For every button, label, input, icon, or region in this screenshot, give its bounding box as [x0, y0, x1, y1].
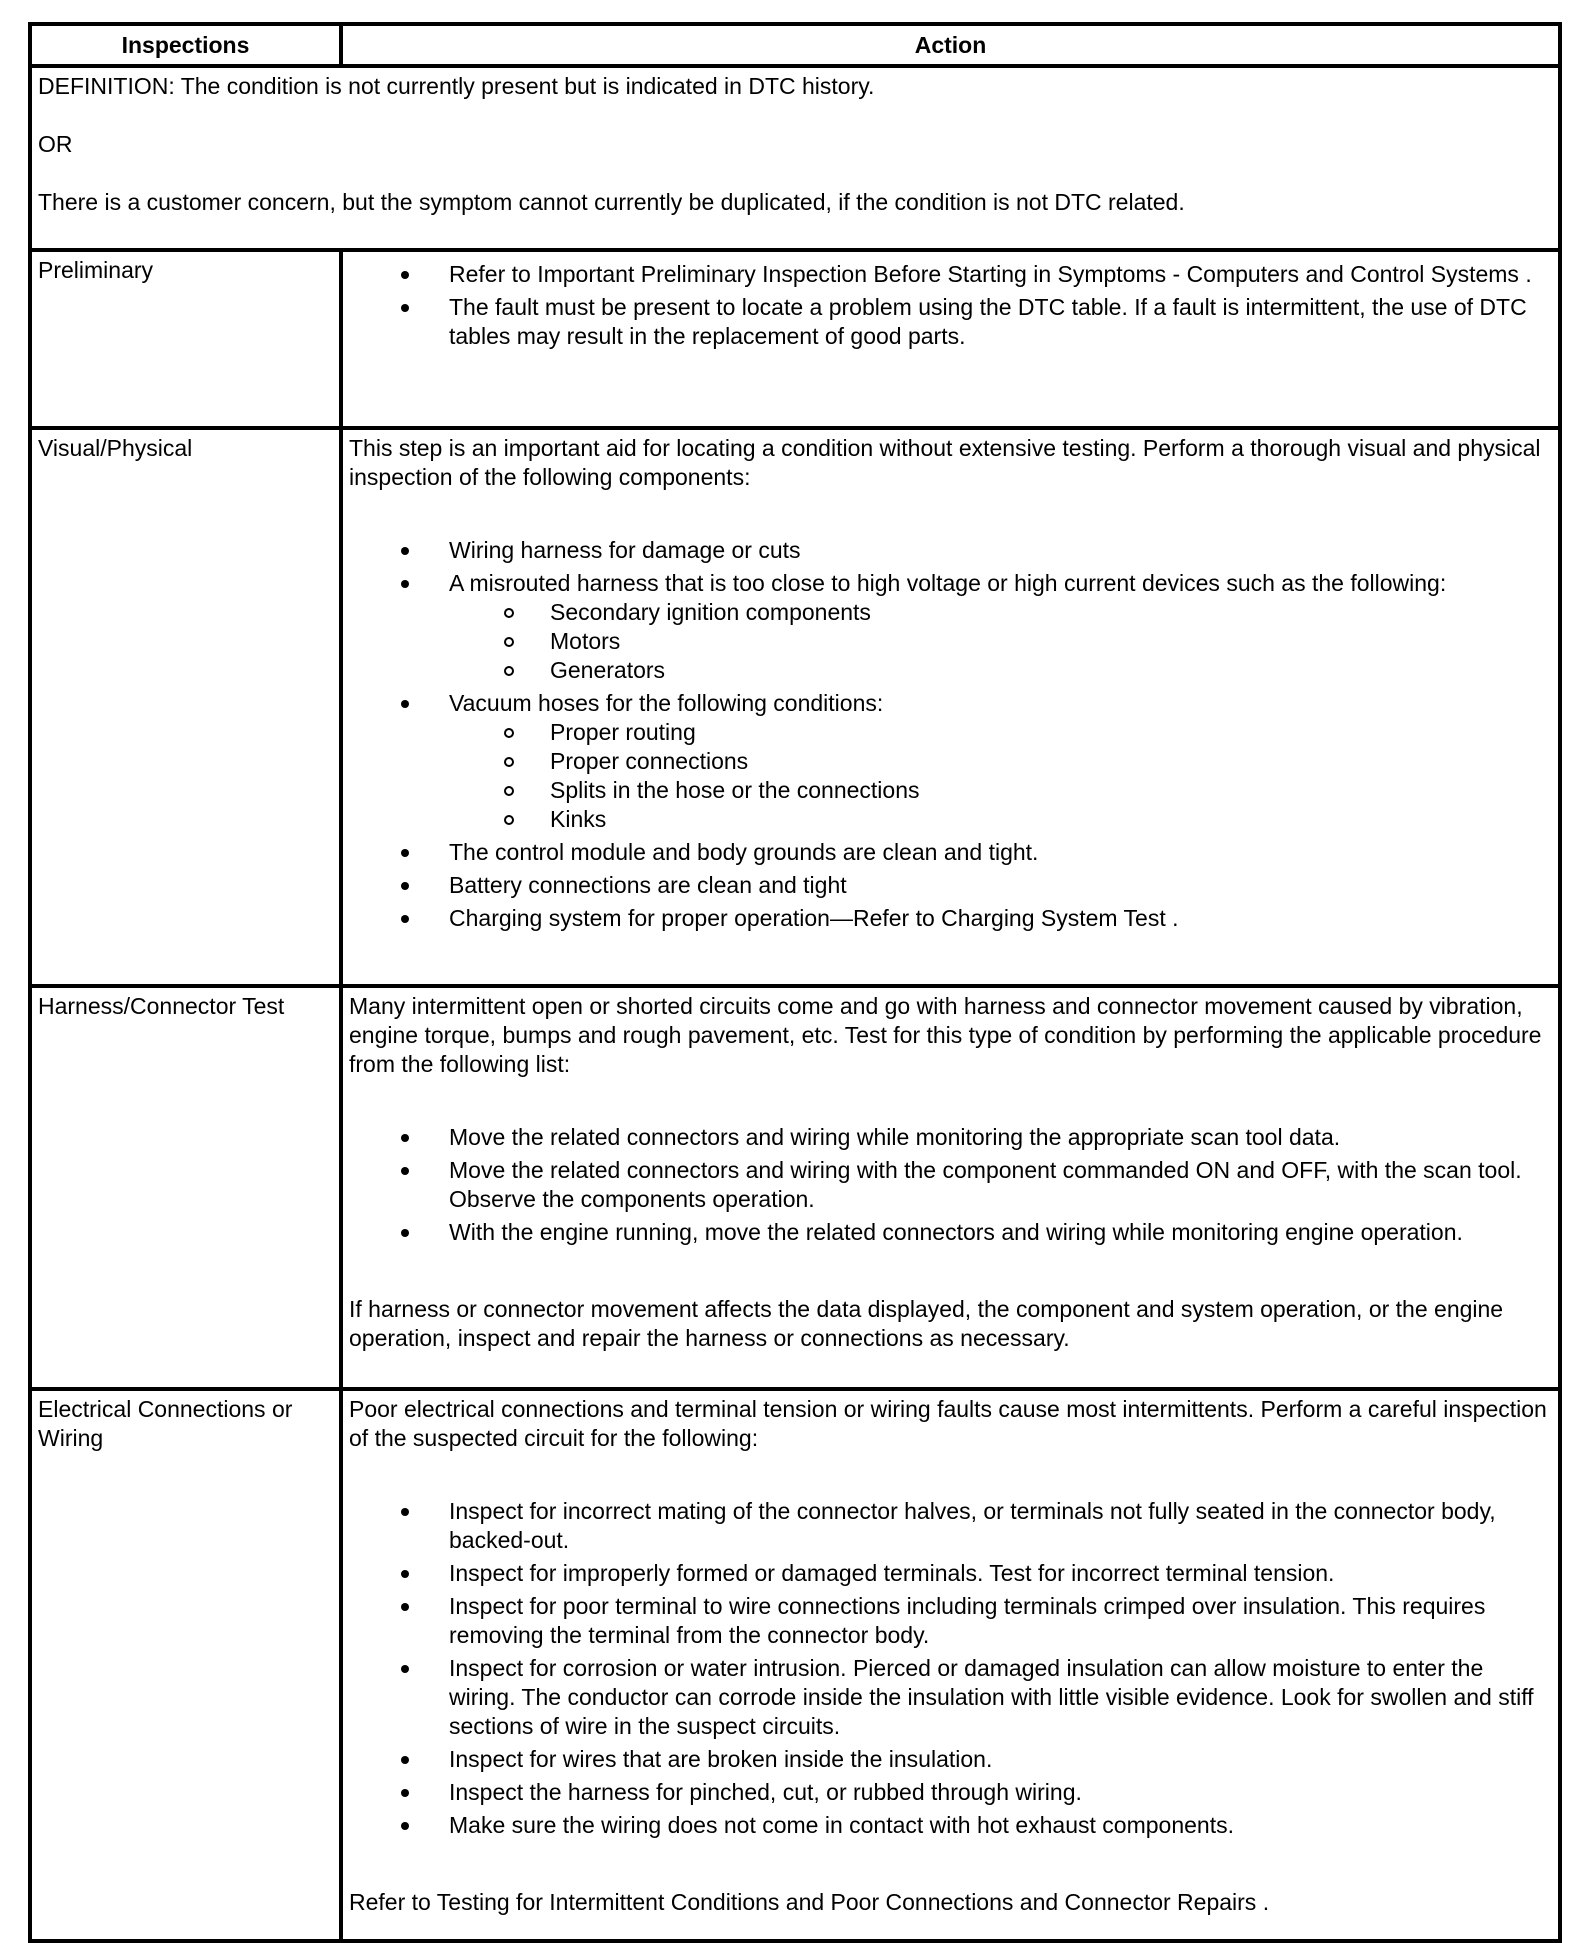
table-row-electrical-connections: [30, 1389, 1560, 1941]
action-cell-visual-physical: [341, 428, 1560, 986]
list-item: Battery connections are clean and tight: [349, 871, 1550, 900]
table-row-visual-physical: [30, 428, 1560, 986]
list-item: [349, 689, 1550, 834]
list-item: Move the related connectors and wiring while monitoring the appropriate scan tool data.: [349, 1123, 1550, 1152]
harness-outro: If harness or connector movement affects the data displayed, the component and system operation, or the engine operation, inspect and repair the harness or connections as necessary.: [349, 1296, 1504, 1351]
definition-cell: [30, 66, 1560, 250]
list-item: Refer to Important Preliminary Inspection Before Starting in Symptoms - Computers and Control Systems .: [349, 260, 1550, 289]
list-item: [349, 569, 1550, 685]
definition-or: OR: [38, 131, 73, 157]
harness-intro: Many intermittent open or shorted circuits come and go with harness and connector movement caused by vibration, engine torque, bumps and rough pavement, etc. Test for this type of condition by performing the applicable procedure from the following list:: [349, 993, 1542, 1077]
sub-list-item: Motors: [449, 627, 1550, 656]
electrical-outro: Refer to Testing for Intermittent Conditions and Poor Connections and Connector Repairs .: [349, 1889, 1270, 1915]
list-item: Make sure the wiring does not come in contact with hot exhaust components.: [349, 1811, 1550, 1840]
row-label-visual-physical: Visual/Physical: [30, 428, 341, 986]
electrical-intro: Poor electrical connections and terminal tension or wiring faults cause most intermittents. Perform a careful inspection of the suspected circuit for the following:: [349, 1396, 1547, 1451]
row-label-preliminary: Preliminary: [30, 250, 341, 428]
sub-list-item: Secondary ignition components: [449, 598, 1550, 627]
action-cell-harness-connector: [341, 986, 1560, 1389]
list-item: Wiring harness for damage or cuts: [349, 536, 1550, 565]
list-item: Inspect for poor terminal to wire connections including terminals crimped over insulation. This requires removing the terminal from the connector body.: [349, 1592, 1550, 1650]
row-label-harness-connector: Harness/Connector Test: [30, 986, 341, 1389]
list-item: Inspect for corrosion or water intrusion. Pierced or damaged insulation can allow moisture to enter the wiring. The conductor can corrode inside the insulation with little visible evidence. Look for swollen and stiff sections of wire in the suspect circuits.: [349, 1654, 1550, 1741]
inspection-table: [28, 22, 1562, 1943]
header-action: Action: [341, 24, 1560, 66]
table-row-preliminary: [30, 250, 1560, 428]
definition-row: [30, 66, 1560, 250]
definition-alt-text: There is a customer concern, but the symptom cannot currently be duplicated, if the condition is not DTC related.: [38, 189, 1185, 215]
list-item: Inspect for incorrect mating of the connector halves, or terminals not fully seated in the connector body, backed-out.: [349, 1497, 1550, 1555]
visual-intro: This step is an important aid for locating a condition without extensive testing. Perform a thorough visual and physical inspection of the following components:: [349, 435, 1541, 490]
list-item: The fault must be present to locate a problem using the DTC table. If a fault is intermittent, the use of DTC tables may result in the replacement of good parts.: [349, 293, 1550, 351]
sub-list-item: Proper routing: [449, 718, 1550, 747]
row-label-electrical-connections: Electrical Connections or Wiring: [30, 1389, 341, 1941]
action-cell-electrical-connections: [341, 1389, 1560, 1941]
list-item-text: A misrouted harness that is too close to high voltage or high current devices such as the following:: [449, 570, 1447, 596]
action-cell-preliminary: [341, 250, 1560, 428]
sub-list-item: Generators: [449, 656, 1550, 685]
list-item: Move the related connectors and wiring with the component commanded ON and OFF, with the scan tool. Observe the components operation.: [349, 1156, 1550, 1214]
table-row-harness-connector: [30, 986, 1560, 1389]
sub-list-item: Proper connections: [449, 747, 1550, 776]
header-inspections: Inspections: [30, 24, 341, 66]
list-item: Inspect for wires that are broken inside the insulation.: [349, 1745, 1550, 1774]
list-item: Charging system for proper operation—Refer to Charging System Test .: [349, 904, 1550, 933]
list-item: Inspect the harness for pinched, cut, or rubbed through wiring.: [349, 1778, 1550, 1807]
list-item: The control module and body grounds are clean and tight.: [349, 838, 1550, 867]
definition-text: DEFINITION: The condition is not currently present but is indicated in DTC history.: [38, 73, 875, 99]
sub-list-item: Splits in the hose or the connections: [449, 776, 1550, 805]
list-item-text: Vacuum hoses for the following conditions:: [449, 690, 884, 716]
table-header-row: [30, 24, 1560, 66]
list-item: Inspect for improperly formed or damaged terminals. Test for incorrect terminal tension.: [349, 1559, 1550, 1588]
list-item: With the engine running, move the related connectors and wiring while monitoring engine operation.: [349, 1218, 1550, 1247]
sub-list-item: Kinks: [449, 805, 1550, 834]
